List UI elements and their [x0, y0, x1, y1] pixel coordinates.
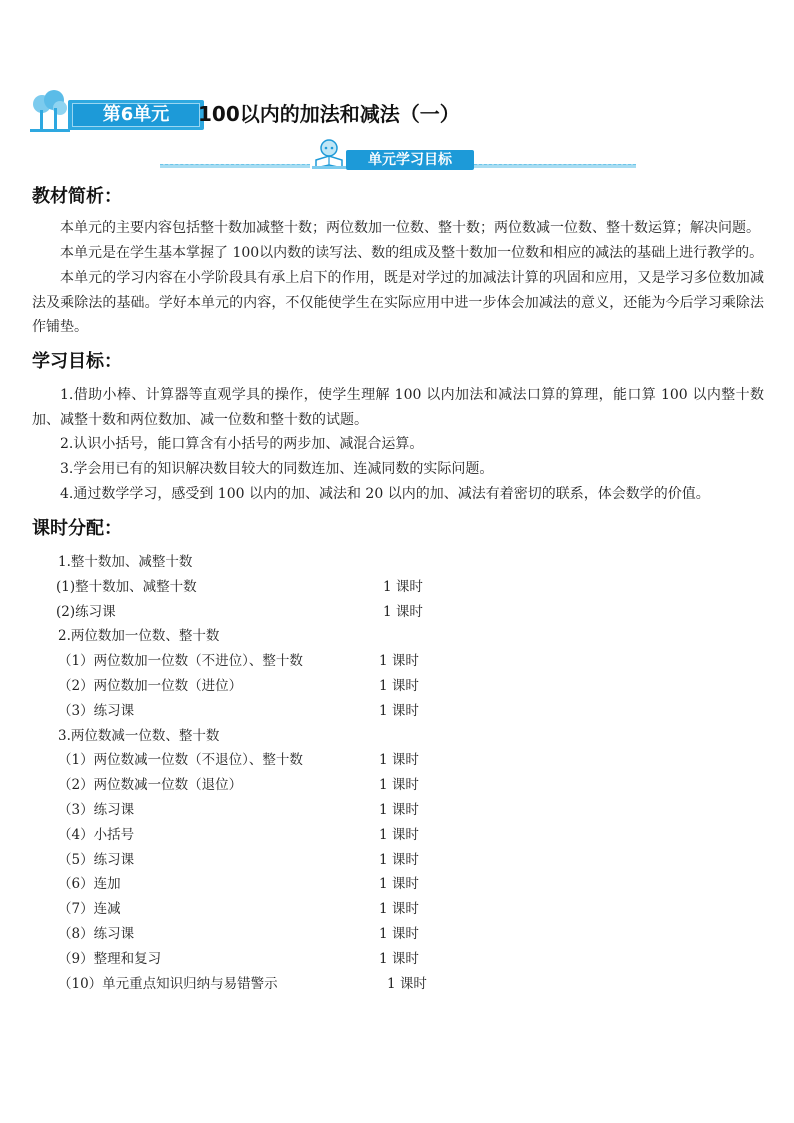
schedule-row-label: （10）单元重点知识归纳与易错警示	[58, 975, 278, 992]
schedule-row-label: （5）练习课	[58, 851, 135, 868]
goal-item-3: 3.学会用已有的知识解决数目较大的同数连加、连减同数的实际问题。	[60, 461, 494, 477]
goal-banner-label: 单元学习目标	[346, 150, 474, 170]
banner-line-left	[160, 164, 310, 168]
goal-banner	[160, 138, 636, 174]
schedule-row	[32, 848, 532, 873]
schedule-row	[32, 624, 532, 649]
goal-item-1: 1.借助小棒、计算器等直观学具的操作，使学生理解 100 以内加法和减法口算的算理，能口算 100 以内整十数加、减整十数和两位数加、减一位数和整十数的试题。	[32, 387, 764, 428]
schedule-row	[32, 748, 532, 773]
schedule-row-label: 2.两位数加一位数、整十数	[58, 628, 220, 645]
schedule-row	[32, 922, 532, 947]
schedule-row-duration: 1 课时	[383, 603, 423, 620]
analysis-paragraph-3: 本单元的学习内容在小学阶段具有承上启下的作用，既是对学过的加减法计算的巩固和应用，又是学习多位数加减法及乘除法的基础。学好本单元的内容，不仅能使学生在实际应用中进一步体会加减法的意义，还能为今后学习乘除法作铺垫。	[32, 270, 764, 335]
schedule-row	[32, 773, 532, 798]
schedule-row	[32, 699, 532, 724]
schedule-row	[32, 872, 532, 897]
unit-badge-label: 第6单元	[72, 103, 200, 127]
goal-item-4: 4.通过数学学习，感受到 100 以内的加、减法和 20 以内的加、减法有着密切的联系，体会数学的价值。	[60, 486, 710, 502]
schedule-row-label: （2）两位数加一位数（进位）	[58, 677, 243, 694]
schedule-row-duration: 1 课时	[379, 801, 419, 818]
schedule-row-duration: 1 课时	[379, 851, 419, 868]
schedule-row-duration: 1 课时	[379, 876, 419, 893]
schedule-row	[32, 649, 532, 674]
schedule-row-label: （8）练习课	[58, 925, 135, 942]
schedule-row-label: （7）连减	[58, 901, 121, 918]
schedule-row-duration: 1 课时	[383, 578, 423, 595]
schedule-row-duration: 1 课时	[379, 950, 419, 967]
schedule-list	[32, 550, 532, 996]
schedule-row-label: （1）两位数减一位数（不退位）、整十数	[58, 752, 303, 769]
schedule-heading: 课时分配：	[32, 518, 122, 539]
analysis-paragraph-2: 本单元是在学生基本掌握了 100以内数的读写法、数的组成及整十数加一位数和相应的减法的基础上进行教学的。	[60, 245, 764, 261]
schedule-row	[32, 575, 532, 600]
schedule-row-label: （9）整理和复习	[58, 950, 162, 967]
banner-line-right	[474, 164, 636, 168]
schedule-row-label: (2)练习课	[56, 603, 116, 620]
schedule-row-duration: 1 课时	[379, 826, 419, 843]
schedule-row-duration: 1 课时	[387, 975, 427, 992]
schedule-row-duration: 1 课时	[379, 752, 419, 769]
schedule-row-label: （3）练习课	[58, 702, 135, 719]
schedule-row-label: （6）连加	[58, 876, 121, 893]
schedule-row-label: （2）两位数减一位数（退位）	[58, 777, 243, 794]
learning-goals-heading: 学习目标：	[32, 351, 122, 372]
schedule-row-label: (1)整十数加、减整十数	[56, 578, 197, 595]
schedule-row-label: （1）两位数加一位数（不进位）、整十数	[58, 653, 303, 670]
schedule-row	[32, 947, 532, 972]
schedule-row-duration: 1 课时	[379, 677, 419, 694]
schedule-row	[32, 897, 532, 922]
schedule-row-duration: 1 课时	[379, 901, 419, 918]
unit-title: 100以内的加法和减法（一）	[198, 102, 460, 126]
schedule-row	[32, 674, 532, 699]
textbook-analysis-heading: 教材简析：	[32, 186, 122, 207]
schedule-row-label: （4）小括号	[58, 826, 135, 843]
schedule-row-label: 3.两位数减一位数、整十数	[58, 727, 220, 744]
schedule-row	[32, 724, 532, 749]
schedule-row-duration: 1 课时	[379, 653, 419, 670]
tree-icon	[30, 90, 70, 132]
schedule-row	[32, 823, 532, 848]
schedule-row	[32, 972, 532, 997]
unit-header	[30, 90, 770, 135]
schedule-row	[32, 798, 532, 823]
schedule-row-duration: 1 课时	[379, 777, 419, 794]
unit-badge	[68, 100, 204, 130]
reading-student-icon	[310, 138, 348, 170]
analysis-paragraph-1: 本单元的主要内容包括整十数加减整十数；两位数加一位数、整十数；两位数减一位数、整十数运算；解决问题。	[60, 220, 760, 236]
schedule-row-label: 1.整十数加、减整十数	[58, 554, 193, 570]
schedule-row-duration: 1 课时	[379, 925, 419, 942]
goal-item-2: 2.认识小括号，能口算含有小括号的两步加、减混合运算。	[60, 436, 424, 452]
schedule-row-duration: 1 课时	[379, 702, 419, 719]
schedule-row-label: （3）练习课	[58, 801, 135, 818]
schedule-row	[32, 600, 532, 625]
schedule-row	[32, 550, 532, 575]
